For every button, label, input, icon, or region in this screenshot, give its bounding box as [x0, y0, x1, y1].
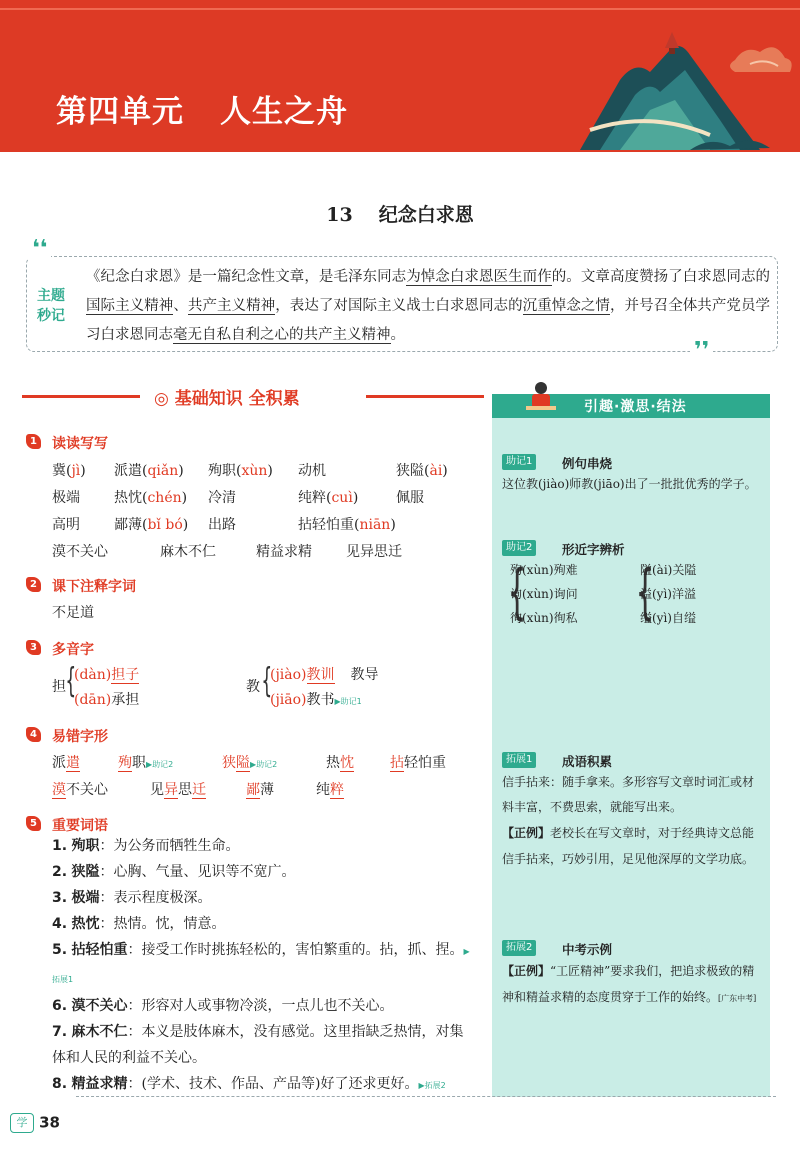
ext1-text: 信手拈来：随手拿来。多形容写文章时词汇或材料丰富，不费思索，就能写出来。 — [502, 775, 755, 814]
typo-word: 殉职▶助记2 — [118, 755, 174, 771]
unit-title — [56, 86, 348, 131]
theme-label-line2: 秒记 — [37, 308, 65, 324]
ext2-title: 中考示例 — [562, 942, 613, 957]
definition-item: 3. 极端：表示程度极深。 — [52, 890, 212, 906]
vocab-item: 麻木不仁 — [160, 544, 216, 560]
lesson-title — [0, 200, 800, 227]
definition-item: 8. 精益求精：(学术、技术、作品、产品等)好了还求更好。▶拓展2 — [52, 1076, 446, 1092]
vocab-item: 见异思迁 — [346, 544, 402, 560]
quote-open-icon: ❛❛ — [28, 238, 51, 260]
section-2-badge: 2 — [26, 577, 41, 592]
extend-tag: ▶拓展1 — [52, 947, 470, 984]
theme-key-phrase: 为悼念白求恩医生而作 — [406, 269, 552, 285]
theme-key-phrase: 毫无自私自利之心的共产主义精神 — [173, 327, 391, 343]
theme-text-part: 。 — [390, 327, 405, 343]
polyphone-reading: (jiāo)教书▶助记1 — [270, 692, 362, 708]
tip2-right-item: 溢(yì)洋溢 — [640, 587, 696, 601]
theme-text-part: ，表达了对国际主义战士白求恩同志的 — [275, 298, 523, 314]
definition-list — [52, 833, 472, 1099]
sidebar-header-text: 引趣·激思·结法 — [584, 399, 687, 415]
theme-text-part: 、 — [173, 298, 188, 314]
polyphone-reading: (dān)承担 — [74, 692, 140, 708]
example-text: 老校长在写文章时，对于经典诗文总能信手拈来，巧妙引用，足见他深厚的文学功底。 — [502, 826, 755, 866]
vocab-item: 殉职(xùn) — [208, 463, 273, 479]
section-4-badge: 4 — [26, 727, 41, 742]
brace-left: { — [507, 557, 527, 627]
unit-number: 第四单元 — [56, 94, 184, 130]
page-number — [10, 1112, 70, 1138]
section-3-badge: 3 — [26, 640, 41, 655]
definition-item: 2. 狭隘：心胸、气量、见识等不宽广。 — [52, 864, 296, 880]
vocab-item: 精益求精 — [256, 544, 312, 560]
section-1-title: 读读写写 — [52, 436, 108, 452]
quote-close-icon: ❜❜ — [690, 340, 713, 362]
tips-sidebar — [492, 394, 770, 1097]
theme-label — [34, 286, 68, 326]
example-text: “工匠精神”要求我们，把追求极致的精神和精益求精的态度贯穿于工作的始终。 — [502, 964, 755, 1004]
theme-key-phrase: 共产主义精神 — [187, 298, 276, 314]
section-1-badge: 1 — [26, 434, 41, 449]
typo-word: 狭隘▶助记2 — [222, 755, 278, 771]
brace-right: { — [635, 557, 655, 627]
section-header-text: 基础知识 全积累 — [174, 389, 300, 409]
tip2-left-item: 询(xùn)询问 — [510, 587, 578, 601]
typo-word: 漠不关心 — [52, 782, 108, 798]
vocab-item: 狭隘(ài) — [396, 463, 448, 479]
reading-person-icon — [520, 380, 562, 420]
page-badge-icon: 学 — [10, 1113, 34, 1133]
unit-name: 人生之舟 — [220, 94, 348, 130]
cloud-decoration — [540, 0, 800, 152]
definition-item: 1. 殉职：为公务而牺牲生命。 — [52, 838, 240, 854]
section-header — [22, 384, 484, 408]
vocab-item: 鄙薄(bǐ bó) — [114, 517, 189, 533]
theme-label-line1: 主题 — [37, 288, 65, 304]
lesson-name: 纪念白求恩 — [378, 204, 474, 226]
polyphone-char: 担 — [52, 679, 66, 695]
vocab-item: 派遣(qiǎn) — [114, 463, 184, 479]
page-number-text: 38 — [39, 1113, 60, 1132]
ext2-example — [502, 958, 764, 1012]
vocab-item: 动机 — [298, 463, 326, 479]
typo-word: 见异思迁 — [150, 782, 206, 798]
memo-tag: ▶助记2 — [250, 760, 278, 769]
section-2-title: 课下注释字词 — [52, 579, 136, 595]
memo-tag: ▶助记1 — [334, 697, 362, 706]
polyphone-char: 教 — [246, 679, 260, 695]
theme-text — [86, 263, 770, 350]
brace-icon: { — [65, 661, 77, 701]
vocab-item: 纯粹(cuì) — [298, 490, 359, 506]
memo-tag: ▶助记2 — [146, 760, 174, 769]
theme-text-part: 《纪念白求恩》是一篇纪念性文章，是毛泽东同志 — [86, 269, 407, 285]
section-5-badge: 5 — [26, 816, 41, 831]
section-header-rule-right — [366, 395, 484, 398]
ext2-tag: 拓展2 — [502, 940, 536, 956]
ext1-tag: 拓展1 — [502, 752, 536, 768]
tip1-text: 这位教(jiào)师教(jiāo)出了一批批优秀的学子。 — [502, 477, 757, 491]
ext1-title: 成语积累 — [562, 754, 613, 769]
typo-word: 鄙薄 — [246, 782, 274, 798]
vocab-item: 佩服 — [396, 490, 424, 506]
tip2-tag: 助记2 — [502, 540, 536, 556]
tip2-title: 形近字辨析 — [562, 542, 625, 557]
definition-item: 6. 漠不关心：形容对人或事物冷淡，一点儿也不关心。 — [52, 998, 394, 1014]
example-label: 【正例】 — [502, 964, 551, 978]
tip2-right-item: 隘(ài)关隘 — [640, 563, 697, 577]
unit-banner — [0, 0, 800, 152]
section-header-rule-left — [22, 395, 140, 398]
theme-key-phrase: 国际主义精神 — [86, 298, 174, 314]
tip1-tag: 助记1 — [502, 454, 536, 470]
typo-word: 纯粹 — [316, 782, 344, 798]
source-note: [广东中考] — [718, 994, 757, 1003]
tip2-left-item: 徇(xùn)徇私 — [510, 611, 578, 625]
vocab-item: 拈轻怕重(niān) — [298, 517, 396, 533]
vocab-item: 热忱(chén) — [114, 490, 188, 506]
tip2-left-item: 殉(xùn)殉难 — [510, 563, 578, 577]
theme-key-phrase: 沉重悼念之情 — [522, 298, 610, 314]
typo-word: 热忱 — [326, 755, 354, 771]
footer-divider — [76, 1096, 776, 1097]
annotation-word: 不足道 — [52, 605, 94, 621]
section-4-title: 易错字形 — [52, 729, 108, 745]
vocab-item: 高明 — [52, 517, 80, 533]
extend-tag: ▶拓展2 — [418, 1081, 446, 1090]
polyphone-reading: (jiào)教训 教导 — [270, 667, 379, 683]
section-header-label — [154, 384, 300, 409]
polyphone-reading: (dàn)担子 — [74, 667, 140, 683]
tip1-title: 例句串烧 — [562, 456, 613, 471]
definition-item: 5. 拈轻怕重：接受工作时挑拣轻松的，害怕繁重的。拈，抓、捏。▶拓展1 — [52, 942, 470, 984]
vocab-item: 冀(jì) — [52, 463, 86, 479]
ext1-example — [502, 820, 764, 872]
swirl-icon: ◎ — [154, 389, 175, 409]
section-3-title: 多音字 — [52, 642, 94, 658]
theme-text-part: 的。文章高度赞扬了白求恩同志的 — [551, 269, 771, 285]
definition-item: 4. 热忱：热情。忱，情意。 — [52, 916, 226, 932]
typo-word: 派遣 — [52, 755, 80, 771]
vocab-item: 出路 — [208, 517, 236, 533]
vocab-item: 漠不关心 — [52, 544, 108, 560]
definition-item: 7. 麻木不仁：本义是肢体麻木，没有感觉。这里指缺乏热情，对集体和人民的利益不关心。 — [52, 1024, 464, 1066]
vocab-item: 极端 — [52, 490, 80, 506]
example-label: 【正例】 — [502, 826, 551, 840]
brace-icon: { — [261, 661, 273, 701]
lesson-number: 13 — [326, 204, 353, 226]
tip2-right-item: 缢(yì)自缢 — [640, 611, 696, 625]
typo-word: 拈轻怕重 — [390, 755, 446, 771]
tip2-left-list — [507, 557, 620, 630]
theme-text-part: ，并号召全体共产党员学习白求恩同志 — [86, 298, 771, 343]
vocab-item: 冷清 — [208, 490, 236, 506]
tip2-right-list — [640, 558, 750, 630]
section-5-title: 重要词语 — [52, 818, 108, 834]
